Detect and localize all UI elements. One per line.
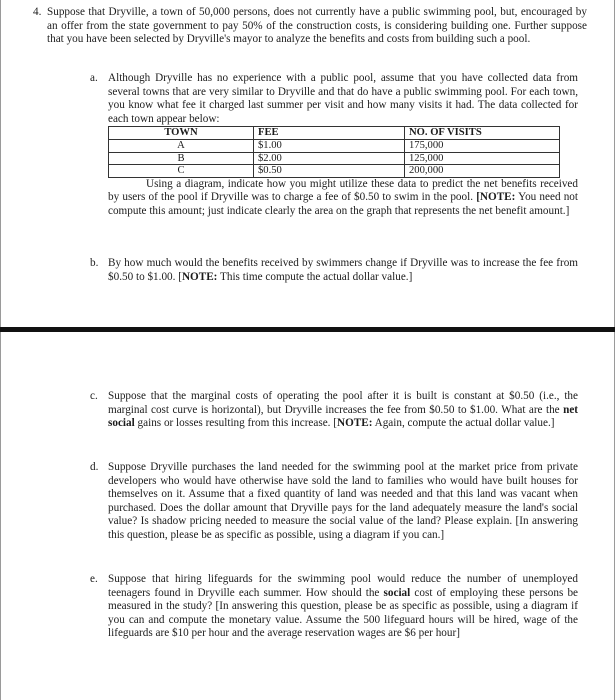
part-c (90, 390, 579, 431)
part-e-body-2: cost of employing these persons be measured in the study? [In answering this question, please be as specific as possible, using a diagram if you can and compute the monetary value. Assume the 500 lifeguard hours will be hired, wage of the lifeguards are $10 per hour and the average reservation wages are $6 per hour] (108, 586, 579, 640)
table-row (109, 139, 560, 152)
part-b (90, 257, 578, 284)
header-town: TOWN (109, 127, 254, 140)
part-d-text: Suppose Dryville purchases the land needed for the swimming pool at the market price from private developers who would have otherwise have sold the land to families who would have built houses for themselves on it. Assume that a fixed quantity of land was needed and that this land was vacant when purchased. Does the dollar amount that Dryville pays for the land adequately measure the land's social value? Is shadow pricing needed to measure the social value of the land? Please explain. [In answering this question, please be as specific as possible, using a diagram if you can.] (108, 461, 578, 541)
part-b-body: By how much would the benefits received by swimmers change if Dryville was to increase the fee from $0.50 to $1.00. [ (108, 257, 578, 283)
part-c-body-2: gains or losses resulting from this increase. [ (137, 417, 337, 430)
part-b-note-label: NOTE: (181, 270, 218, 283)
cell-visits: 200,000 (405, 165, 560, 178)
question-4-text: Suppose that Dryville, a town of 50,000 persons, does not currently have a public swimming pool, but, encouraged by an offer from the state government to pay 50% of the construction costs, is considering building one. Further suppose that you have been selected by Dryville's mayor to analyze the benefits and costs from building such a pool. (47, 6, 587, 46)
part-e-text (108, 573, 578, 641)
part-c-note-text: Again, compute the actual dollar value.] (374, 417, 555, 430)
part-e-body-1: Suppose that hiring lifeguards for the swimming pool would reduce the number of unemployed teenagers found in Dryville each summer. How should the (108, 573, 578, 599)
table-row (109, 152, 560, 165)
cell-town: C (109, 165, 254, 178)
part-a-label: a. (90, 72, 98, 84)
cell-fee: $2.00 (254, 152, 405, 165)
part-b-label: b. (90, 257, 99, 269)
part-e (90, 573, 579, 641)
cell-visits: 125,000 (405, 152, 560, 165)
part-c-body-1: Suppose that the marginal costs of operating the pool after it is built is constant at $0.50 (i.e., the marginal cost curve is horizontal), but Dryville increases the fee from $0.50 to $1.00. What are the (108, 390, 578, 416)
cell-town: A (109, 139, 254, 152)
question-number: 4. (33, 6, 42, 18)
cell-fee: $0.50 (254, 165, 405, 178)
page-divider (0, 327, 615, 332)
question-4 (33, 6, 587, 47)
table-row (109, 165, 560, 178)
header-fee: FEE (254, 127, 405, 140)
part-a-intro: Although Dryville has no experience with a public pool, assume that you have collected data from several towns that are very similar to Dryville and that do have a public swimming pool. For each town, you know what fee it charged last summer per visit and how many visits it had. The data collected for each town appear below: (108, 72, 578, 125)
table-header-row (109, 127, 560, 140)
part-a-follow-up (108, 178, 578, 219)
part-b-note-text: This time compute the actual dollar value.] (220, 270, 413, 283)
part-c-text (108, 390, 578, 431)
cell-town: B (109, 152, 254, 165)
part-b-text (108, 257, 578, 284)
cell-visits: 175,000 (405, 139, 560, 152)
part-c-bold: net social (108, 403, 579, 430)
part-c-label: c. (90, 390, 98, 402)
part-a (90, 72, 579, 219)
part-a-note-text: You need not compute this amount; just indicate clearly the area on the graph that represents the net benefit amount.] (108, 191, 579, 217)
part-e-bold: social (383, 586, 411, 599)
part-e-label: e. (90, 573, 98, 585)
part-c-note-label: NOTE: (337, 417, 373, 430)
part-d (90, 461, 578, 543)
town-data-table (108, 126, 560, 177)
part-a-follow-up-text: Using a diagram, indicate how you might utilize these data to predict the net benefits received by users of the pool if Dryville was to charge a fee of $0.50 to swim in the pool. (108, 177, 578, 204)
header-visits: NO. OF VISITS (405, 127, 560, 140)
part-a-note-label: [NOTE: (476, 191, 516, 204)
cell-fee: $1.00 (254, 139, 405, 152)
part-d-label: d. (90, 461, 99, 473)
